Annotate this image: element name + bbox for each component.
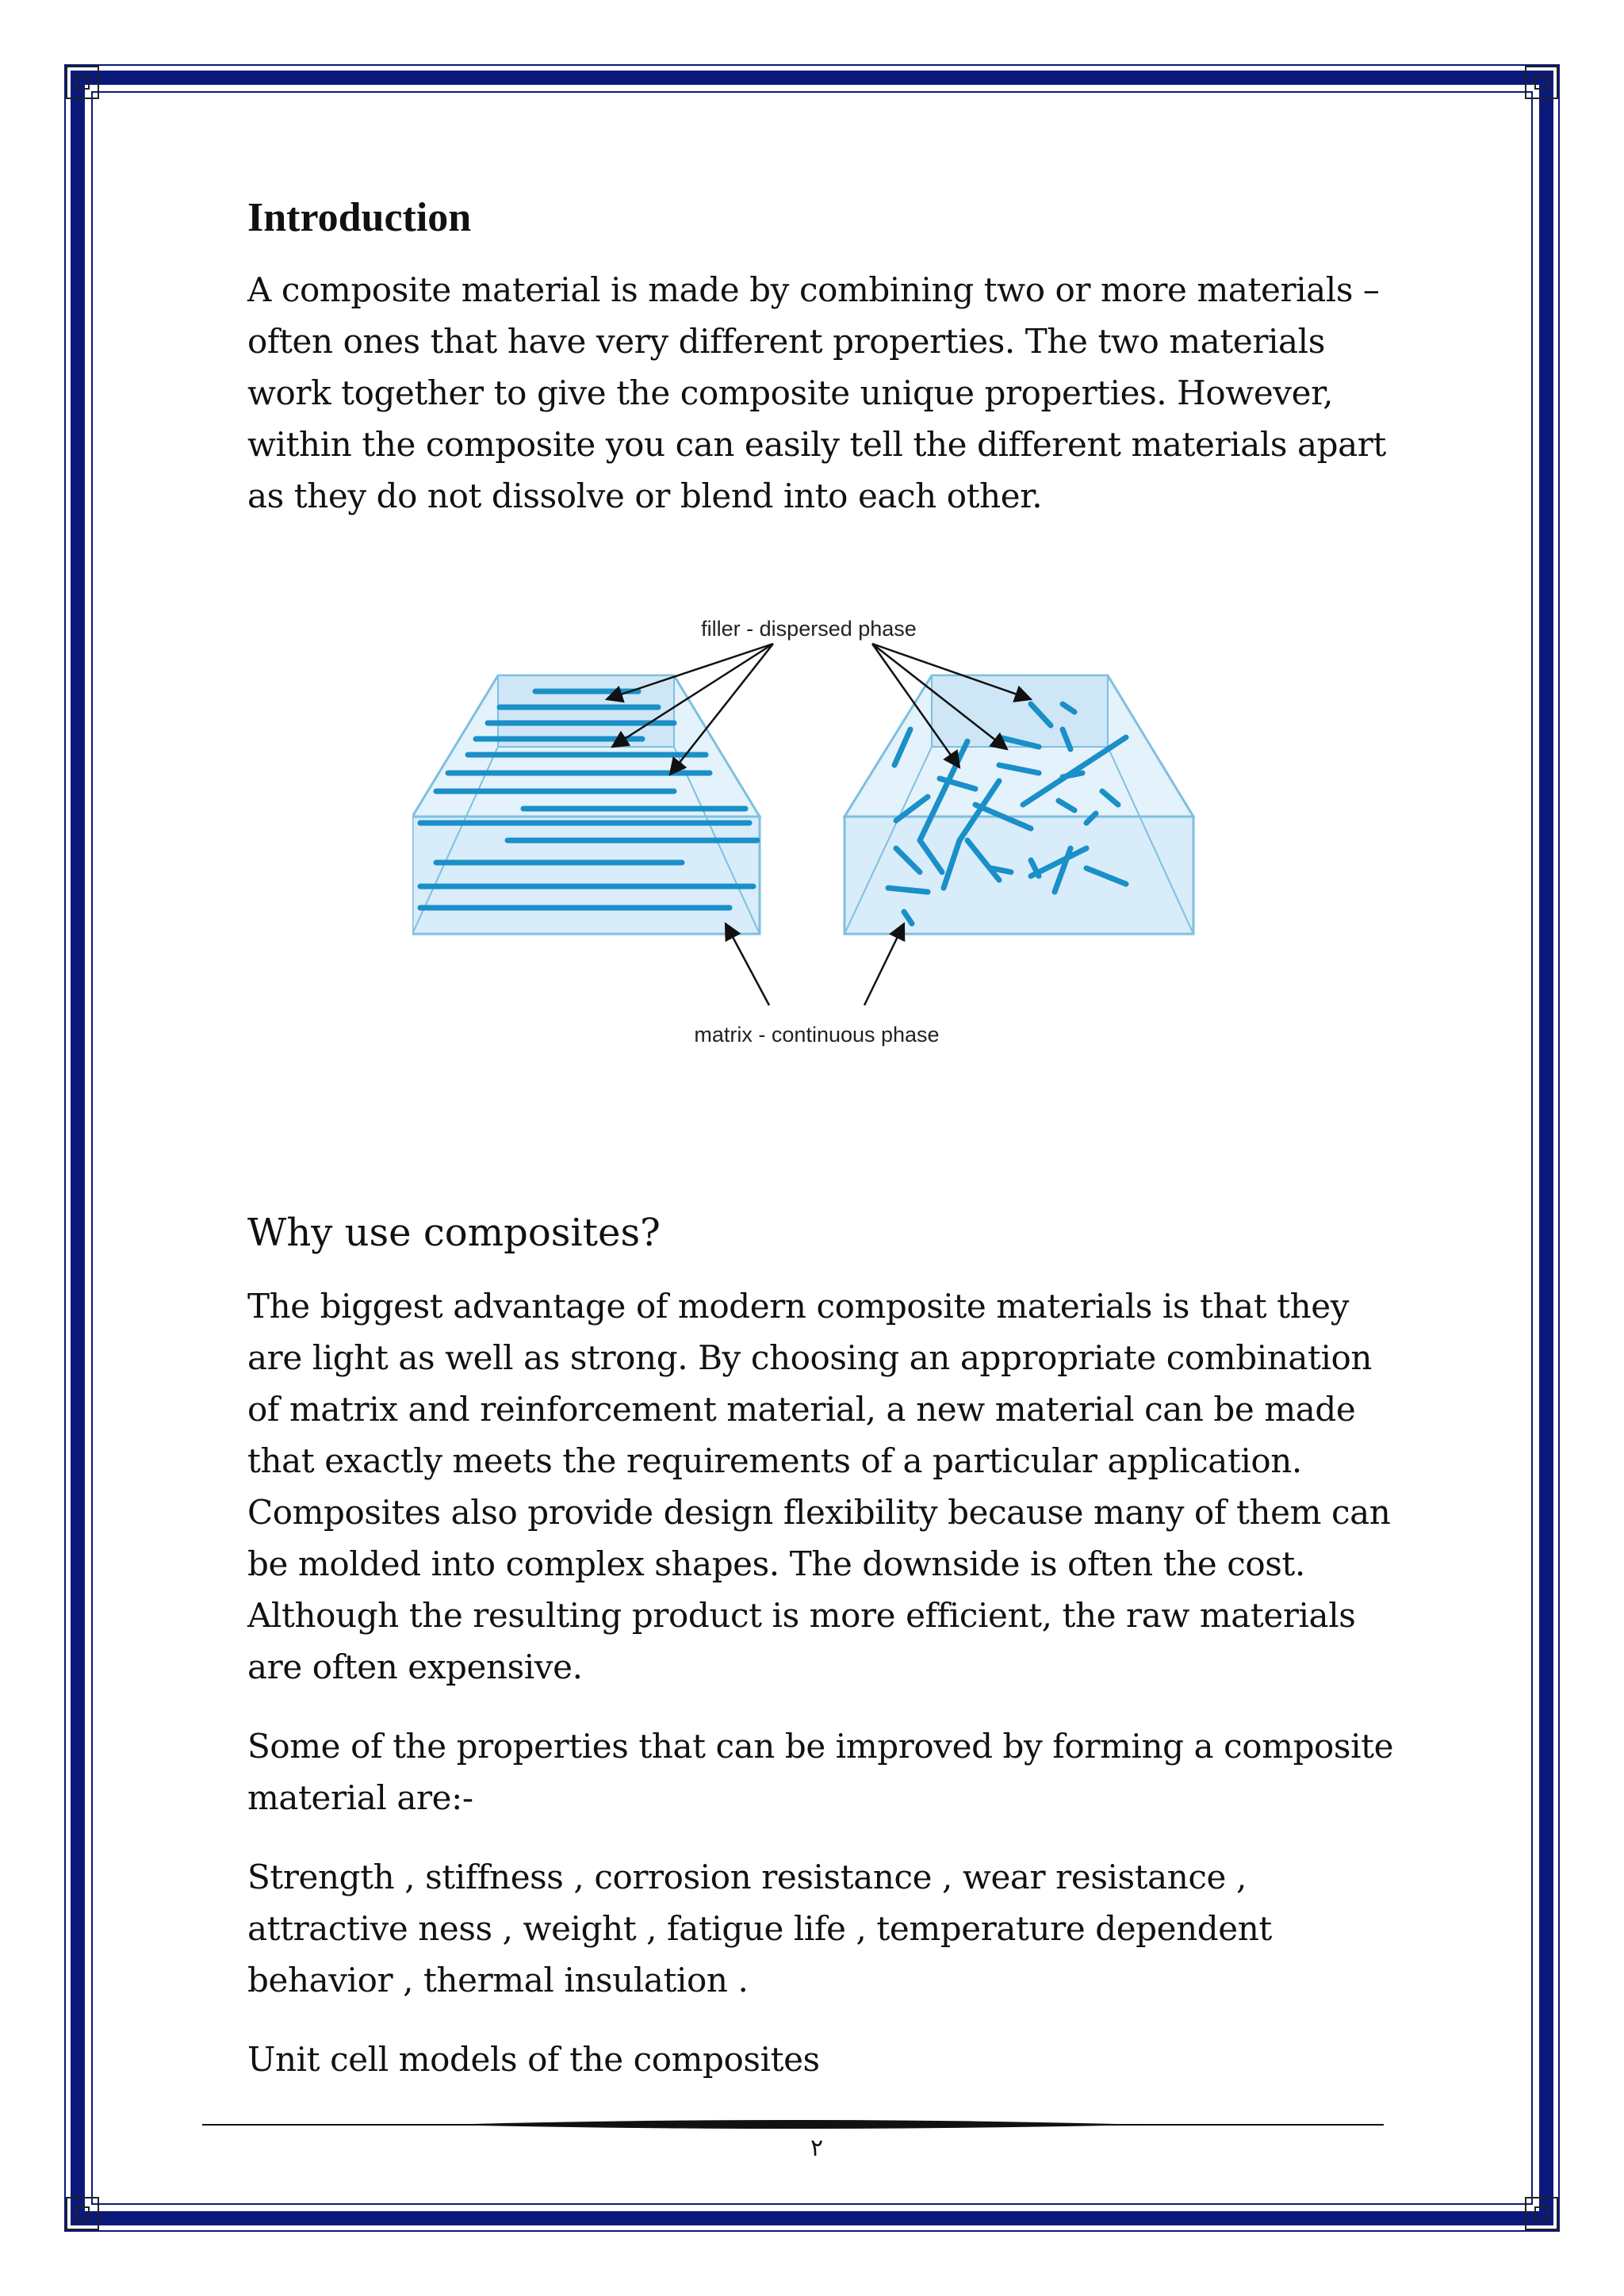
- composite-diagram: [412, 610, 1205, 1054]
- why-heading: Why use composites?: [247, 1211, 661, 1255]
- random-fiber-composite: [845, 675, 1193, 934]
- fiber: [888, 888, 928, 892]
- why-paragraph-unit-cell: Unit cell models of the composites: [247, 2040, 820, 2079]
- fiber: [991, 868, 1011, 872]
- matrix-label: matrix - continuous phase: [694, 1023, 940, 1047]
- intro-heading: Introduction: [247, 195, 472, 240]
- intro-section: [247, 194, 1397, 522]
- aligned-fiber-composite: [412, 675, 760, 934]
- why-paragraph-properties-list: Strength , stiffness , corrosion resistance , wear resistance , attractive ness , weight , fatigue life , temperature dependent behavior , thermal insulation .: [247, 1858, 1272, 1999]
- page-number: ٢: [810, 2134, 824, 2162]
- why-section: [247, 1209, 1397, 2085]
- filler-label: filler - dispersed phase: [701, 617, 917, 641]
- footer-rule: [202, 2117, 1384, 2133]
- fiber: [1063, 773, 1082, 777]
- intro-paragraph: A composite material is made by combining two or more materials – often ones that have very different properties. The two materials work together to give the composite unique properties. However, within the composite you can easily tell the different materials apart as they do not dissolve or blend into each other.: [247, 270, 1386, 515]
- why-paragraph-properties-intro: Some of the properties that can be improved by forming a composite material are:-: [247, 1727, 1394, 1817]
- why-paragraph-advantages: The biggest advantage of modern composite materials is that they are light as well as strong. By choosing an appropriate combination of matrix and reinforcement material, a new material can be made that exactly meets the requirements of a particular application. Composites also provide design flexibility because many of them can be molded into complex shapes. The downside is often the cost. Although the resulting product is more efficient, the raw materials are often expensive.: [247, 1287, 1391, 1686]
